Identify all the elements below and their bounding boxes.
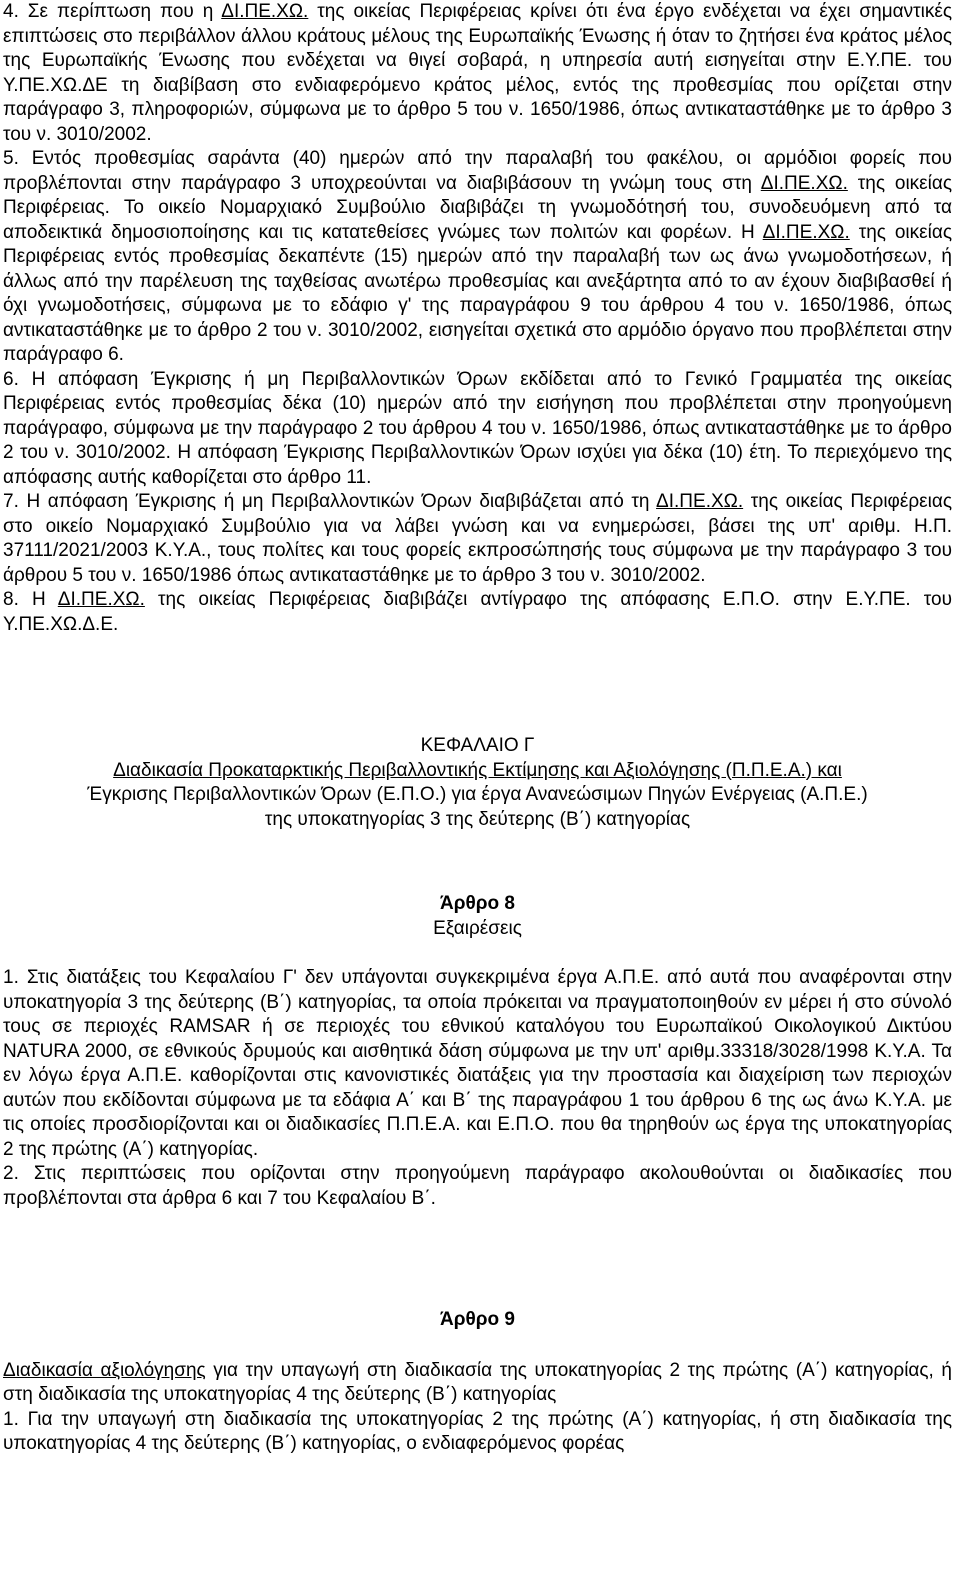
- chapter-title-line-3: της υποκατηγορίας 3 της δεύτερης (Β΄) κατηγορίας: [264, 808, 691, 830]
- spacer: [3, 1211, 952, 1308]
- article-8-subtitle: Εξαιρέσεις: [433, 917, 522, 939]
- paragraph-4: [3, 0, 952, 147]
- paragraph-8-text: της οικείας Περιφέρειας διαβιβάζει αντίγραφο της απόφασης Ε.Π.Ο. στην Ε.Υ.ΠΕ. του Υ.ΠΕ.ΧΩ.Δ.Ε.: [3, 589, 952, 635]
- article-8-title: Άρθρο 8: [440, 893, 515, 914]
- paragraph-5-abbrev-2: ΔΙ.ΠΕ.ΧΩ.: [762, 221, 850, 243]
- paragraph-7-lead: 7. Η απόφαση Έγκρισης ή μη Περιβαλλοντικών Όρων διαβιβάζεται από τη: [3, 491, 657, 512]
- paragraph-7: [3, 490, 952, 588]
- article-9-heading: [3, 1359, 952, 1408]
- paragraph-7-text: της οικείας Περιφέρειας στο οικείο Νομαρχιακό Συμβούλιο για να λάβει γνώση και να ενημερώσει, βάσει της υπ' αριθμ. Η.Π. 37111/2021/2003 Κ.Υ.Α., τους πολίτες και τους φορείς εκπροσώπησής τους σύμφωνα με την παράγραφο 3 του άρθρου 5 του ν. 1650/1986 όπως αντικαταστάθηκε με το άρθρο 3 του ν. 3010/2002.: [3, 491, 952, 586]
- chapter-heading: ΚΕΦΑΛΑΙΟ Γ: [420, 735, 535, 756]
- paragraph-4-lead: 4. Σε περίπτωση που η: [3, 1, 222, 22]
- paragraph-8-abbrev: ΔΙ.ΠΕ.ΧΩ.: [57, 589, 145, 610]
- spacer: [3, 1333, 952, 1359]
- article-9-heading-rest: για την υπαγωγή στη διαδικασία της υποκατηγορίας 2 της πρώτης (Α΄) κατηγορίας, ή στη διαδικασία της υποκατηγορίας 4 της δεύτερης (Β΄) κατηγορίας: [3, 1359, 952, 1405]
- spacer: [3, 637, 952, 734]
- article-9-heading-underlined: Διαδικασία αξιολόγησης: [3, 1359, 206, 1381]
- article-8-paragraph-2: 2. Στις περιπτώσεις που ορίζονται στην προηγούμενη παράγραφο ακολουθούνται οι διαδικασίες που προβλέπονται στα άρθρα 6 και 7 του Κεφαλαίου Β΄.: [3, 1163, 952, 1209]
- paragraph-5-mid: της οικείας Περιφέρειας. Το οικείο Νομαρχιακό Συμβούλιο διαβιβάζει τη γνωμοδότησή του, συνοδευόμενη από τα αποδεικτικά δημοσιοποίησης και τις κατατεθείσες γνώμες των πολιτών και φορέων. Η: [3, 172, 952, 243]
- paragraph-4-text: της οικείας Περιφέρειας κρίνει ότι ένα έργο ενδέχεται να έχει σημαντικές επιπτώσεις στο περιβάλλον άλλου κράτους μέλους της Ευρωπαϊκής Ένωσης ή όταν το ζητήσει ένα κράτος μέλος της Ευρωπαϊκής Ένωσης που ενδέχεται να θιγεί σοβαρά, η υπηρεσία αυτή εισηγείται στην Ε.Υ.ΠΕ. του Υ.ΠΕ.ΧΩ.ΔΕ τη διαβίβαση στο ενδιαφερόμενο κράτος μέλος, εντός της προθεσμίας που ορίζεται στην παράγραφο 3, πληροφοριών, σύμφωνα με το άρθρο 5 του ν. 1650/1986, όπως αντικαταστάθηκε με το άρθρο 3 του ν. 3010/2002.: [3, 1, 952, 145]
- paragraph-7-abbrev: ΔΙ.ΠΕ.ΧΩ.: [656, 491, 744, 512]
- chapter-title-line-2: Έγκρισης Περιβαλλοντικών Όρων (Ε.Π.Ο.) για έργα Ανανεώσιμων Πηγών Ενέργειας (Α.Π.Ε.): [87, 784, 868, 805]
- paragraph-6: [3, 368, 952, 491]
- paragraph-5-lead: 5. Εντός προθεσμίας σαράντα (40) ημερών από την παραλαβή του φακέλου, οι αρμόδιοι φορείς που προβλέπονται στην παράγραφο 3 υποχρεούνται να διαβιβάσουν τη γνώμη τους στη: [3, 148, 952, 194]
- paragraph-5-text: της οικείας Περιφέρειας εντός προθεσμίας δεκαπέντε (15) ημερών από την παραλαβή των ως άνω γνωμοδοτήσεων, ή άλλως από την παρέλευση της ταχθείσας ανωτέρω προθεσμίας και ανεξάρτητα από το αν έχουν διαβιβασθεί ή όχι γνωμοδοτήσεις, σύμφωνα με το εδάφιο γ' της παραγράφου 9 του άρθρου 4 του ν. 1650/1986, όπως αντικαταστάθηκε με το άρθρο 2 του ν. 3010/2002, εισηγείται σχετικά στο αρμόδιο όργανο που προβλέπεται στην παράγραφο 6.: [3, 221, 952, 365]
- paragraph-5-abbrev-1: ΔΙ.ΠΕ.ΧΩ.: [760, 172, 848, 194]
- paragraph-4-abbrev: ΔΙ.ΠΕ.ΧΩ.: [221, 1, 309, 22]
- paragraph-8: [3, 588, 952, 637]
- paragraph-8-lead: 8. Η: [3, 589, 58, 610]
- paragraph-6-text: 6. Η απόφαση Έγκρισης ή μη Περιβαλλοντικών Όρων εκδίδεται από το Γενικό Γραμματέα της οικείας Περιφέρειας εντός προθεσμίας δέκα (10) ημερών από την εισήγηση που προβλέπεται στην προηγούμενη παράγραφο, σύμφωνα με την παράγραφο 2 του άρθρου 4 του ν. 1650/1986, όπως αντικαταστάθηκε με το άρθρο 2 του ν. 3010/2002. Η απόφαση Έγκρισης Περιβαλλοντικών Όρων ισχύει για δέκα (10) έτη. Το περιεχόμενο της απόφασης αυτής καθορίζεται στο άρθρο 11.: [3, 368, 952, 488]
- article-9-paragraph-1: 1. Για την υπαγωγή στη διαδικασία της υποκατηγορίας 2 της πρώτης (Α΄) κατηγορίας, ή στη διαδικασία της υποκατηγορίας 4 της δεύτερης (Β΄) κατηγορίας, ο ενδιαφερόμενος φορέας: [3, 1408, 952, 1454]
- chapter-title-line-1: Διαδικασία Προκαταρκτικής Περιβαλλοντικής Εκτίμησης και Αξιολόγησης (Π.Π.Ε.Α.) και: [113, 759, 842, 781]
- spacer: [3, 832, 952, 892]
- spacer: [3, 941, 952, 966]
- article-9-title: Άρθρο 9: [440, 1309, 515, 1330]
- paragraph-5: [3, 147, 952, 368]
- article-8-paragraph-1: 1. Στις διατάξεις του Κεφαλαίου Γ' δεν υπάγονται συγκεκριμένα έργα Α.Π.Ε. από αυτά που αναφέρονται στην υποκατηγορία 3 της δεύτερης (Β΄) κατηγορίας, τα οποία πρόκειται να πραγματοποιηθούν εν μέρει ή στο σύνολό τους σε περιοχές RAMSAR ή σε περιοχές του εθνικού καταλόγου του Ευρωπαϊκού Οικολογικού Δικτύου NATURA 2000, σε εθνικούς δρυμούς και αισθητικά δάση σύμφωνα με την υπ' αριθμ.33318/3028/1998 Κ.Υ.Α. Τα εν λόγω έργα Α.Π.Ε. καθορίζονται στις κανονιστικές διατάξεις για την προστασία και διαχείριση των περιοχών αυτών που εκδίδονται σύμφωνα με τα εδάφια Α΄ και Β΄ της παραγράφου 1 του άρθρου 6 της ως άνω Κ.Υ.Α. με τις οποίες προσδιορίζονται και οι διαδικασίες Π.Π.Ε.Α. και Ε.Π.Ο. που θα τηρηθούν ως έργα της υποκατηγορίας 2 της πρώτης (Α΄) κατηγορίας.: [3, 967, 952, 1160]
